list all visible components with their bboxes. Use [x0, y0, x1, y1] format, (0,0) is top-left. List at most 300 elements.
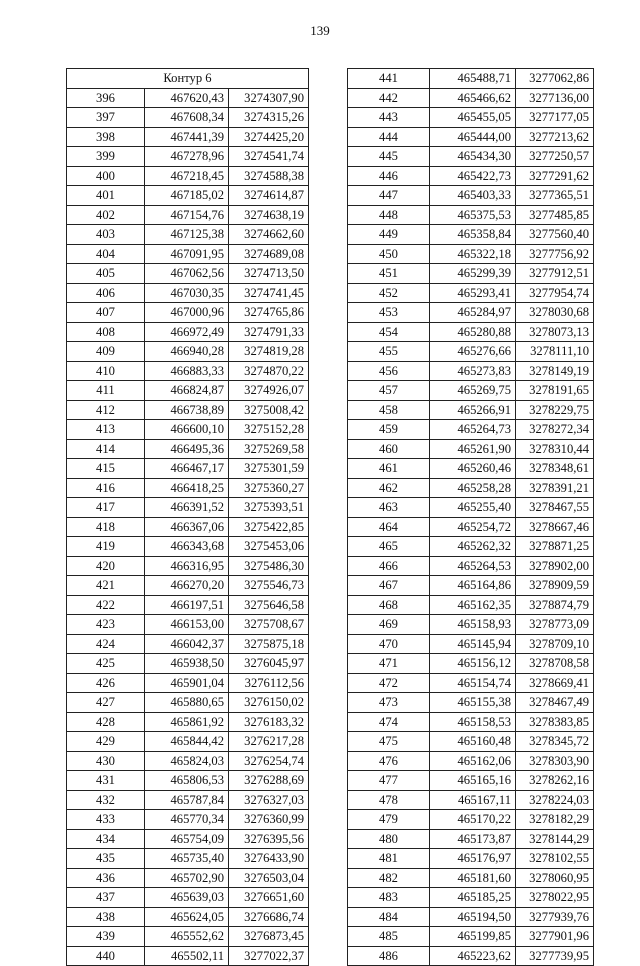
point-number: 453	[348, 303, 430, 323]
coord-x: 466197,51	[145, 595, 229, 615]
table-row	[67, 771, 309, 791]
coord-y: 3278303,90	[516, 751, 594, 771]
table-row	[67, 127, 309, 147]
coord-y: 3277022,37	[229, 946, 309, 966]
coord-y: 3278060,95	[516, 868, 594, 888]
coord-y: 3277291,62	[516, 166, 594, 186]
point-number: 457	[348, 381, 430, 401]
table-row	[348, 283, 594, 303]
coord-x: 465155,38	[430, 693, 516, 713]
coord-x: 466940,28	[145, 342, 229, 362]
coord-x: 465502,11	[145, 946, 229, 966]
coord-y: 3278111,10	[516, 342, 594, 362]
table-row	[348, 381, 594, 401]
coord-y: 3277901,96	[516, 927, 594, 947]
point-number: 460	[348, 439, 430, 459]
coord-y: 3274926,07	[229, 381, 309, 401]
table-row	[67, 829, 309, 849]
point-number: 468	[348, 595, 430, 615]
coord-x: 465162,06	[430, 751, 516, 771]
coord-y: 3276112,56	[229, 673, 309, 693]
table-row	[67, 927, 309, 947]
coord-y: 3278310,44	[516, 439, 594, 459]
point-number: 399	[67, 147, 145, 167]
point-number: 467	[348, 576, 430, 596]
point-number: 483	[348, 888, 430, 908]
point-number: 422	[67, 595, 145, 615]
coord-y: 3277136,00	[516, 88, 594, 108]
point-number: 478	[348, 790, 430, 810]
coord-y: 3275301,59	[229, 459, 309, 479]
coord-y: 3274870,22	[229, 361, 309, 381]
table-row	[348, 771, 594, 791]
point-number: 434	[67, 829, 145, 849]
point-number: 484	[348, 907, 430, 927]
table-row	[348, 264, 594, 284]
point-number: 435	[67, 849, 145, 869]
coord-x: 465455,05	[430, 108, 516, 128]
coord-x: 465901,04	[145, 673, 229, 693]
coord-y: 3278383,85	[516, 712, 594, 732]
coord-y: 3275646,58	[229, 595, 309, 615]
coord-y: 3277062,86	[516, 69, 594, 89]
coord-x: 465255,40	[430, 498, 516, 518]
table-row	[348, 732, 594, 752]
point-number: 477	[348, 771, 430, 791]
coord-x: 465844,42	[145, 732, 229, 752]
coord-y: 3274791,33	[229, 322, 309, 342]
point-number: 396	[67, 88, 145, 108]
coord-x: 465806,53	[145, 771, 229, 791]
table-row	[348, 205, 594, 225]
coord-y: 3276651,60	[229, 888, 309, 908]
table-row	[67, 108, 309, 128]
coord-y: 3276217,28	[229, 732, 309, 752]
coord-x: 465156,12	[430, 654, 516, 674]
table-caption-row	[67, 69, 309, 89]
coord-x: 465444,00	[430, 127, 516, 147]
coord-y: 3277213,62	[516, 127, 594, 147]
table-row	[67, 849, 309, 869]
table-row	[67, 517, 309, 537]
coord-x: 465702,90	[145, 868, 229, 888]
point-number: 415	[67, 459, 145, 479]
table-row	[348, 166, 594, 186]
table-row	[67, 322, 309, 342]
coord-x: 465276,66	[430, 342, 516, 362]
table-row	[67, 576, 309, 596]
coord-y: 3276045,97	[229, 654, 309, 674]
coord-x: 467608,34	[145, 108, 229, 128]
table-row	[348, 420, 594, 440]
coord-x: 465375,53	[430, 205, 516, 225]
point-number: 465	[348, 537, 430, 557]
table-row	[348, 946, 594, 966]
table-row	[67, 888, 309, 908]
point-number: 440	[67, 946, 145, 966]
coord-x: 467062,56	[145, 264, 229, 284]
coord-y: 3278669,41	[516, 673, 594, 693]
point-number: 431	[67, 771, 145, 791]
point-number: 437	[67, 888, 145, 908]
table-row	[348, 303, 594, 323]
coordinates-table-left	[66, 68, 309, 966]
point-number: 459	[348, 420, 430, 440]
table-row	[67, 147, 309, 167]
coord-y: 3278345,72	[516, 732, 594, 752]
coord-x: 466042,37	[145, 634, 229, 654]
coord-y: 3276395,56	[229, 829, 309, 849]
point-number: 486	[348, 946, 430, 966]
page-number: 139	[310, 23, 330, 38]
coord-x: 467441,39	[145, 127, 229, 147]
table-row	[348, 537, 594, 557]
coord-x: 465158,93	[430, 615, 516, 635]
coord-x: 467125,38	[145, 225, 229, 245]
coord-y: 3274741,45	[229, 283, 309, 303]
coord-x: 465162,35	[430, 595, 516, 615]
point-number: 408	[67, 322, 145, 342]
point-number: 405	[67, 264, 145, 284]
table-row	[348, 693, 594, 713]
coord-x: 466738,89	[145, 400, 229, 420]
coord-y: 3275393,51	[229, 498, 309, 518]
table-row	[348, 147, 594, 167]
point-number: 473	[348, 693, 430, 713]
coord-x: 467030,35	[145, 283, 229, 303]
point-number: 436	[67, 868, 145, 888]
coord-y: 3278874,79	[516, 595, 594, 615]
point-number: 451	[348, 264, 430, 284]
table-row	[67, 303, 309, 323]
coord-x: 465181,60	[430, 868, 516, 888]
coord-x: 465488,71	[430, 69, 516, 89]
table-row	[348, 478, 594, 498]
coord-y: 3278902,00	[516, 556, 594, 576]
point-number: 458	[348, 400, 430, 420]
coord-x: 465158,53	[430, 712, 516, 732]
coord-y: 3278182,29	[516, 810, 594, 830]
coord-x: 465258,28	[430, 478, 516, 498]
coord-y: 3278467,49	[516, 693, 594, 713]
coord-y: 3274662,60	[229, 225, 309, 245]
coord-x: 465880,65	[145, 693, 229, 713]
table-row	[67, 810, 309, 830]
coord-x: 466367,06	[145, 517, 229, 537]
point-number: 485	[348, 927, 430, 947]
table-row	[67, 186, 309, 206]
table-row	[67, 693, 309, 713]
coord-x: 465164,86	[430, 576, 516, 596]
coord-x: 465466,62	[430, 88, 516, 108]
point-number: 466	[348, 556, 430, 576]
point-number: 469	[348, 615, 430, 635]
table-row	[67, 88, 309, 108]
point-number: 475	[348, 732, 430, 752]
coord-y: 3274307,90	[229, 88, 309, 108]
table-row	[67, 420, 309, 440]
point-number: 450	[348, 244, 430, 264]
coord-y: 3275422,85	[229, 517, 309, 537]
coord-x: 465264,53	[430, 556, 516, 576]
coord-x: 465165,16	[430, 771, 516, 791]
coord-y: 3278030,68	[516, 303, 594, 323]
point-number: 433	[67, 810, 145, 830]
coord-y: 3274819,28	[229, 342, 309, 362]
table-row	[348, 186, 594, 206]
point-number: 479	[348, 810, 430, 830]
point-number: 410	[67, 361, 145, 381]
coord-x: 465199,85	[430, 927, 516, 947]
table-row	[67, 673, 309, 693]
coord-x: 465176,97	[430, 849, 516, 869]
coord-y: 3276433,90	[229, 849, 309, 869]
table-row	[67, 654, 309, 674]
table-row	[348, 634, 594, 654]
point-number: 472	[348, 673, 430, 693]
table-row	[67, 400, 309, 420]
coord-y: 3276873,45	[229, 927, 309, 947]
coord-x: 467091,95	[145, 244, 229, 264]
table-row	[67, 342, 309, 362]
point-number: 398	[67, 127, 145, 147]
coord-x: 465167,11	[430, 790, 516, 810]
coord-y: 3276360,99	[229, 810, 309, 830]
point-number: 442	[348, 88, 430, 108]
coordinates-table-right	[347, 68, 594, 966]
point-number: 412	[67, 400, 145, 420]
coord-y: 3277485,85	[516, 205, 594, 225]
coord-x: 465754,09	[145, 829, 229, 849]
coord-y: 3278224,03	[516, 790, 594, 810]
coord-y: 3276183,32	[229, 712, 309, 732]
coord-x: 465358,84	[430, 225, 516, 245]
coord-x: 465434,30	[430, 147, 516, 167]
table-row	[348, 888, 594, 908]
coord-y: 3278149,19	[516, 361, 594, 381]
coord-x: 466343,68	[145, 537, 229, 557]
point-number: 480	[348, 829, 430, 849]
coord-y: 3278909,59	[516, 576, 594, 596]
coord-x: 465264,73	[430, 420, 516, 440]
table-row	[67, 595, 309, 615]
table-row	[67, 439, 309, 459]
coord-y: 3277912,51	[516, 264, 594, 284]
coord-y: 3277954,74	[516, 283, 594, 303]
point-number: 428	[67, 712, 145, 732]
table-row	[348, 751, 594, 771]
point-number: 414	[67, 439, 145, 459]
table-row	[67, 712, 309, 732]
table-row	[348, 790, 594, 810]
table-row	[67, 478, 309, 498]
table-row	[67, 732, 309, 752]
point-number: 421	[67, 576, 145, 596]
table-row	[67, 907, 309, 927]
table-row	[67, 459, 309, 479]
coord-y: 3274315,26	[229, 108, 309, 128]
table-row	[348, 498, 594, 518]
table-row	[348, 225, 594, 245]
coord-x: 465273,83	[430, 361, 516, 381]
coord-y: 3278262,16	[516, 771, 594, 791]
table-row	[67, 790, 309, 810]
point-number: 452	[348, 283, 430, 303]
table-row	[348, 712, 594, 732]
coord-y: 3277177,05	[516, 108, 594, 128]
table-row	[67, 244, 309, 264]
table-row	[348, 576, 594, 596]
table-row	[348, 907, 594, 927]
coord-y: 3276288,69	[229, 771, 309, 791]
table-row	[67, 361, 309, 381]
coord-y: 3278709,10	[516, 634, 594, 654]
coord-y: 3274588,38	[229, 166, 309, 186]
point-number: 476	[348, 751, 430, 771]
coord-y: 3278022,95	[516, 888, 594, 908]
table-row	[348, 459, 594, 479]
table-row	[67, 381, 309, 401]
coord-x: 465266,91	[430, 400, 516, 420]
point-number: 401	[67, 186, 145, 206]
point-number: 449	[348, 225, 430, 245]
coord-x: 467154,76	[145, 205, 229, 225]
point-number: 420	[67, 556, 145, 576]
table-row	[348, 829, 594, 849]
table-row	[348, 517, 594, 537]
table-row	[67, 634, 309, 654]
coord-x: 466824,87	[145, 381, 229, 401]
table-row	[67, 283, 309, 303]
coord-y: 3278667,46	[516, 517, 594, 537]
coord-x: 466972,49	[145, 322, 229, 342]
table-row	[67, 751, 309, 771]
table-row	[348, 108, 594, 128]
table-row	[348, 868, 594, 888]
coord-y: 3278467,55	[516, 498, 594, 518]
coord-x: 466316,95	[145, 556, 229, 576]
point-number: 444	[348, 127, 430, 147]
coord-y: 3278229,75	[516, 400, 594, 420]
table-row	[67, 615, 309, 635]
point-number: 425	[67, 654, 145, 674]
point-number: 462	[348, 478, 430, 498]
point-number: 400	[67, 166, 145, 186]
table-row	[348, 439, 594, 459]
table-row	[348, 673, 594, 693]
point-number: 402	[67, 205, 145, 225]
table-row	[348, 556, 594, 576]
coord-y: 3274713,50	[229, 264, 309, 284]
coord-y: 3278102,55	[516, 849, 594, 869]
coord-y: 3277756,92	[516, 244, 594, 264]
point-number: 438	[67, 907, 145, 927]
coord-y: 3274541,74	[229, 147, 309, 167]
point-number: 456	[348, 361, 430, 381]
table-row	[67, 264, 309, 284]
coord-x: 465269,75	[430, 381, 516, 401]
point-number: 416	[67, 478, 145, 498]
point-number: 454	[348, 322, 430, 342]
coord-x: 467185,02	[145, 186, 229, 206]
coord-x: 465170,22	[430, 810, 516, 830]
table-row	[348, 69, 594, 89]
coord-x: 466467,17	[145, 459, 229, 479]
coord-x: 465403,33	[430, 186, 516, 206]
point-number: 482	[348, 868, 430, 888]
point-number: 411	[67, 381, 145, 401]
coord-x: 465260,46	[430, 459, 516, 479]
coord-y: 3277739,95	[516, 946, 594, 966]
coord-y: 3278871,25	[516, 537, 594, 557]
coord-y: 3274425,20	[229, 127, 309, 147]
point-number: 464	[348, 517, 430, 537]
coord-y: 3278144,29	[516, 829, 594, 849]
coord-x: 467278,96	[145, 147, 229, 167]
point-number: 461	[348, 459, 430, 479]
coord-x: 465262,32	[430, 537, 516, 557]
coord-y: 3276254,74	[229, 751, 309, 771]
coord-x: 465422,73	[430, 166, 516, 186]
point-number: 427	[67, 693, 145, 713]
coord-x: 465824,03	[145, 751, 229, 771]
coord-y: 3274765,86	[229, 303, 309, 323]
point-number: 432	[67, 790, 145, 810]
coord-x: 465261,90	[430, 439, 516, 459]
point-number: 471	[348, 654, 430, 674]
table-row	[348, 810, 594, 830]
table-row	[67, 537, 309, 557]
point-number: 439	[67, 927, 145, 947]
coord-x: 465254,72	[430, 517, 516, 537]
point-number: 481	[348, 849, 430, 869]
coord-x: 465185,25	[430, 888, 516, 908]
point-number: 474	[348, 712, 430, 732]
coord-x: 465223,62	[430, 946, 516, 966]
coord-y: 3277365,51	[516, 186, 594, 206]
point-number: 423	[67, 615, 145, 635]
table-row	[67, 868, 309, 888]
coord-y: 3275546,73	[229, 576, 309, 596]
table-row	[67, 556, 309, 576]
coord-y: 3277560,40	[516, 225, 594, 245]
point-number: 429	[67, 732, 145, 752]
point-number: 430	[67, 751, 145, 771]
point-number: 424	[67, 634, 145, 654]
coord-y: 3275152,28	[229, 420, 309, 440]
point-number: 455	[348, 342, 430, 362]
coord-y: 3275708,67	[229, 615, 309, 635]
coord-x: 466153,00	[145, 615, 229, 635]
coord-x: 466270,20	[145, 576, 229, 596]
table-row	[67, 166, 309, 186]
point-number: 463	[348, 498, 430, 518]
coord-y: 3278272,34	[516, 420, 594, 440]
coord-y: 3277939,76	[516, 907, 594, 927]
coord-x: 465293,41	[430, 283, 516, 303]
table-row	[348, 88, 594, 108]
table-row	[67, 946, 309, 966]
point-number: 426	[67, 673, 145, 693]
coord-y: 3275875,18	[229, 634, 309, 654]
coord-y: 3276503,04	[229, 868, 309, 888]
table-row	[348, 342, 594, 362]
coord-x: 466495,36	[145, 439, 229, 459]
point-number: 418	[67, 517, 145, 537]
point-number: 404	[67, 244, 145, 264]
coord-x: 467620,43	[145, 88, 229, 108]
table-row	[67, 225, 309, 245]
